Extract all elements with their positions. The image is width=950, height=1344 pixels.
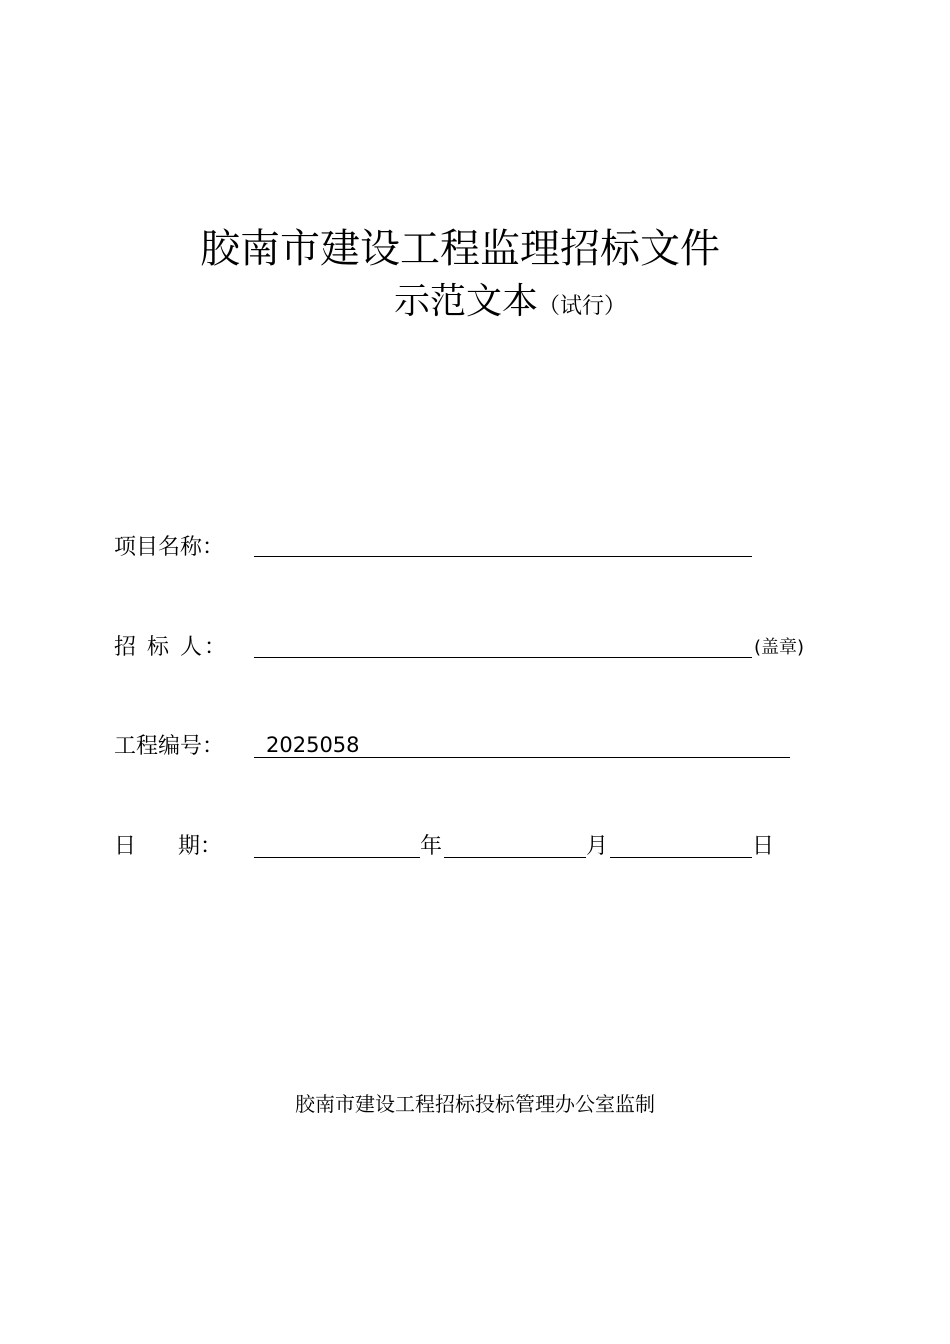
tenderer-line bbox=[254, 657, 752, 658]
project-number-label: 工程编号： bbox=[114, 734, 225, 759]
subtitle-main: 示范文本 bbox=[394, 281, 539, 322]
date-day-line bbox=[610, 857, 752, 858]
date-month-line bbox=[444, 857, 586, 858]
seal-note: (盖章) bbox=[754, 637, 805, 658]
date-label: 日 期： bbox=[114, 834, 222, 859]
date-month-unit: 月 bbox=[586, 834, 609, 859]
subtitle-trial-note: （试行） bbox=[538, 294, 627, 319]
tenderer-label: 招 标 人： bbox=[114, 635, 228, 660]
date-year-unit: 年 bbox=[420, 834, 443, 859]
document-title: 胶南市建设工程监理招标文件 bbox=[200, 226, 720, 272]
date-day-unit: 日 bbox=[752, 834, 775, 859]
project-name-line bbox=[254, 556, 752, 557]
date-year-line bbox=[254, 857, 420, 858]
issuer-footer: 胶南市建设工程招标投标管理办公室监制 bbox=[295, 1092, 655, 1116]
project-name-label: 项目名称： bbox=[114, 535, 225, 560]
document-subtitle bbox=[394, 278, 626, 332]
project-number-value: 2025058 bbox=[266, 733, 360, 757]
